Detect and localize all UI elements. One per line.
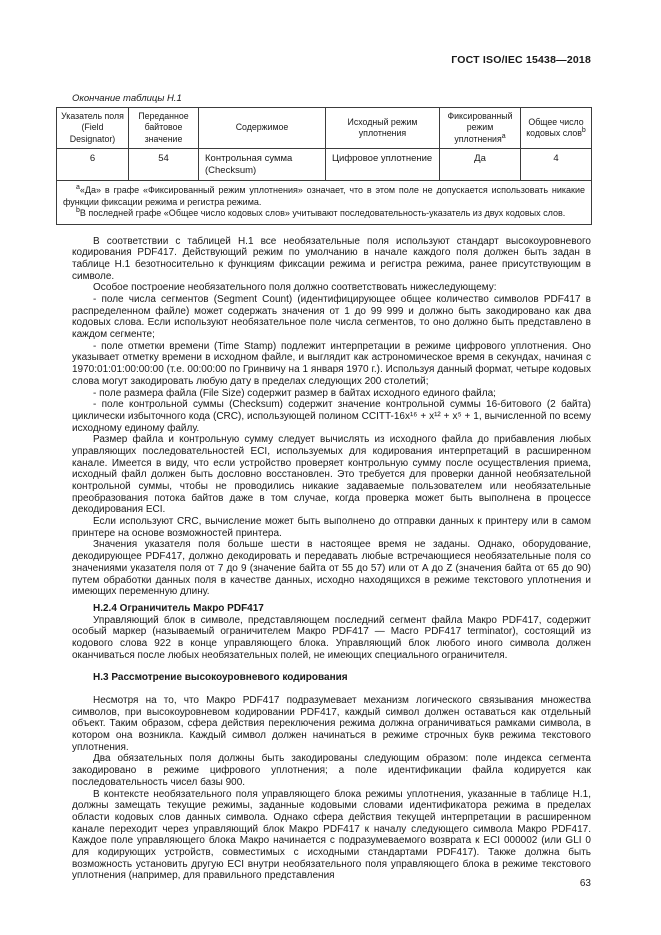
- table-header-cell: Исходный режим уплотнения: [326, 108, 440, 149]
- paragraph: Если используют CRC, вычисление может быть выполнено до отправки данных к принтеру или в самом принтере на основе возможностей принтера.: [72, 516, 591, 539]
- table-cell: 6: [57, 149, 129, 181]
- table-header-cell: Фиксированный режим уплотнения$^a$: [440, 108, 521, 149]
- standard-designation: ГОСТ ISO/IEC 15438—2018: [451, 54, 591, 66]
- paragraph: Управляющий блок в символе, представляющем последний сегмент файла Макро PDF417, содержит особый маркер (называемый ограничителем Макро PDF417 — Macro PDF417 terminator), состоящий из кодового слова 922 в конце управляющего блока. Управляющий блок любого иного символа должен оканчиваться после любых необязательных полей, не имеющих специального ограничителя.: [72, 614, 591, 661]
- table-continuation-caption: Окончание таблицы Н.1: [72, 93, 182, 104]
- table-header-cell: Переданное байтовое значение: [129, 108, 199, 149]
- table-footnotes: [57, 181, 592, 225]
- table-cell: Да: [440, 149, 521, 181]
- table-cell: 4: [521, 149, 592, 181]
- table-cell: 54: [129, 149, 199, 181]
- paragraph: В контексте необязательного поля управляющего блока режимы уплотнения, указанные в таблице Н.1, должны замещать текущие режимы, заданные кодовыми словами идентификатора режима в пределах области кодовых слов данных символа. Однако сфера действия текущей интерпретации в расширенном канале переходит через управляющий блок Макро PDF417 к началу следующего символа Макро PDF417. Каждое поле управляющего блока Макро начинается с подразумеваемого возврата к ECI 000002 (или GLI 0 для кодирующих устройств, совместимых с исходными стандартами PDF417). Также должна быть возможность установить другую ECI внутри необязательного поля управляющего блока в режиме текстового уплотнения (например, для правильного представления: [72, 788, 591, 882]
- table-data-rows: [57, 149, 592, 181]
- paragraph: - поле размера файла (File Size) содержит размер в байтах исходного единого файла;: [93, 387, 496, 399]
- table-footnote: $^b$В последней графе «Общее число кодовых слов» учитывают последовательность-указатель из двух кодовых слов.: [76, 207, 566, 219]
- table-cell: Цифровое уплотнение: [326, 149, 440, 181]
- table-header-cell: Указатель поля (Field Designator): [57, 108, 129, 149]
- section-heading: Н.2.4 Ограничитель Макро PDF417: [93, 602, 264, 614]
- section-heading: Н.3 Рассмотрение высокоуровневого кодирования: [93, 672, 348, 684]
- table-header-cell: Содержимое: [199, 108, 326, 149]
- footnote-marker: a: [501, 132, 506, 140]
- table-footnote-row: [57, 181, 592, 225]
- paragraph: - поле числа сегментов (Segment Count) (идентифицирующее общее количество символов PDF417 в распределенном файле) может содержать значения от 1 до 99 999 и должно быть закодировано как два кодовых слова. Если используют необязательное поле числа сегментов, то оно должно быть представлено в каждом сегменте;: [72, 294, 591, 341]
- paragraph: Размер файла и контрольную сумму следует вычислять из исходного файла до прибавления любых управляющих последовательностей ECI, используемых для кодирования интерпретаций в расширенном канале. Имеется в виду, что если устройство проверяет контрольную сумму после осуществления приема, исходный файл должен быть дословно восстановлен. Это требуется для проверки данной необязательной контрольной суммы, чтобы не проводились никакие задаваемые пользователем или необязательные преобразования потока байтов даже в том случае, когда проверка может быть выполнена в процессе декодирования ECI.: [72, 434, 591, 516]
- page-number: 63: [579, 878, 591, 889]
- paragraph: Значения указателя поля больше шести в настоящее время не заданы. Однако, оборудование, декодирующее PDF417, должно декодировать и передавать любые встречающиеся необязательные поля со значениями указателя поля от 7 до 9 (значение байта от 55 до 57) или от А до Z (значения байта от 65 до 90) путем обработки данных поля в качестве данных, исходно находящихся в режиме текстового уплотнения и имеющих переменную длину.: [72, 539, 591, 598]
- body-text: [72, 236, 591, 882]
- paragraph: Два обязательных поля должны быть закодированы следующим образом: поле индекса сегмента закодировано в режиме цифрового уплотнения; а поле идентификации файла кодируется как последовательность чисел базы 900.: [72, 753, 591, 788]
- paragraph: - поле отметки времени (Time Stamp) подлежит интерпретации в режиме цифрового уплотнения. Оно указывает отметку времени в исходном файле, и выглядит как астрономическое время в секундах, начиная с 1970:01:01:00:00:00 (т.е. 00:00:00 по Гринвичу на 1 января 1970 г.). Используя данный формат, четыре кодовых слова могут закодировать любую дату в пределах следующих 200 столетий;: [72, 340, 591, 387]
- paragraph: - поле контрольной суммы (Checksum) содержит значение контрольной суммы 16-битового (2 байта) циклически избыточного кода (CRC), использующей полином CCITT-16x¹⁶ + x¹² + x⁵ + 1, вычисленной по всему исходному единому файлу.: [72, 399, 591, 434]
- table-header-row: [57, 108, 592, 149]
- paragraph: Несмотря на то, что Макро PDF417 подразумевает механизм логического связывания множества символов, при высокоуровневом кодировании PDF417, каждый символ должен оставаться как отдельный объект. Таким образом, сфера действия переключения режима должна ограничиваться рамками символа, в котором она возникла. Каждый символ должен начинаться в режиме строчных букв режима текстового уплотнения.: [72, 695, 591, 753]
- table-row: [57, 149, 592, 181]
- footnote-marker: a: [76, 184, 80, 192]
- footnote-marker: b: [76, 207, 80, 215]
- paragraph: Особое построение необязательного поля должно соответствовать нижеследующему:: [93, 282, 497, 294]
- table-header-cell: Общее число кодовых слов$^b$: [521, 108, 592, 149]
- footnote-marker: b: [581, 127, 586, 135]
- table-footnote: $^a$«Да» в графе «Фиксированный режим уплотнения» означает, что в этом поле не допускается использовать никакие функции фиксации режима и регистра режима.: [63, 184, 585, 207]
- table-cell: Контрольная сумма (Checksum): [199, 149, 326, 181]
- paragraph: В соответствии с таблицей Н.1 все необязательные поля используют стандарт высокоуровневого кодирования PDF417. Действующий режим по умолчанию в начале каждого поля должен быть задан в таблице Н.1 безотносительно к функциям фиксации режима и регистра режима, ранее присутствующим в символе.: [72, 235, 591, 282]
- macro-pdf417-fields-table: [56, 107, 592, 225]
